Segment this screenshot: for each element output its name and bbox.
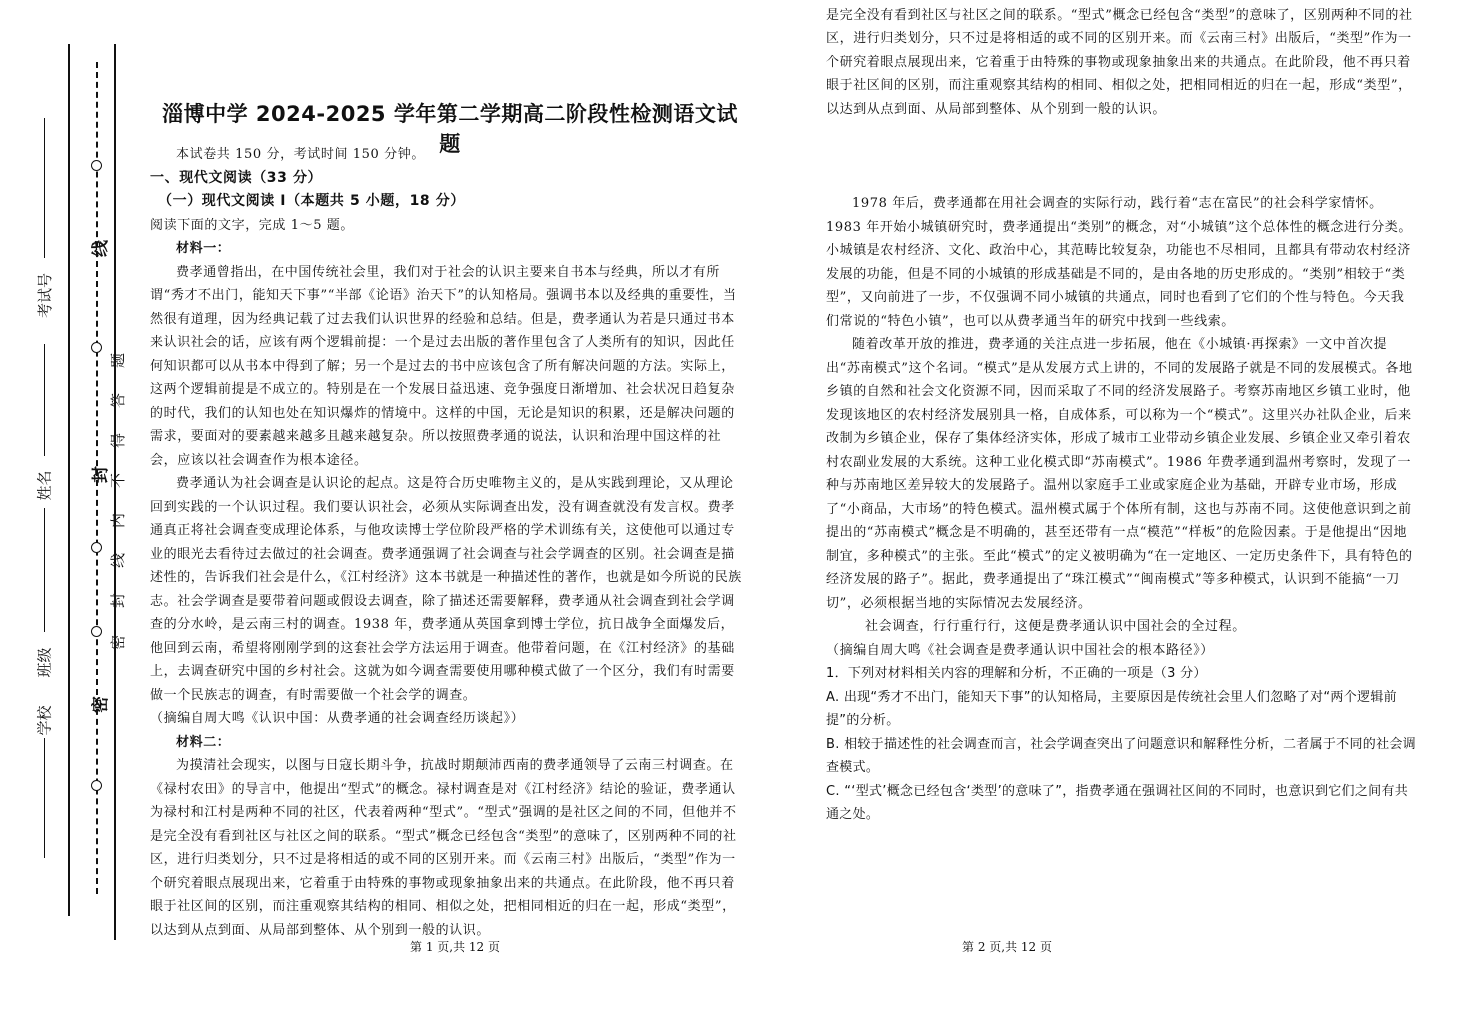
binding-line-inner [114,44,116,940]
material2-source: （摘编自周大鸣《社会调查是费孝通认识中国社会的根本路径》） [826,642,1214,658]
material2-paragraph-1-cont [826,7,1418,192]
sub-section-heading: （一）现代文阅读 I（本题共 5 小题，18 分） [158,193,465,209]
field-name-label: 姓名 [35,470,54,501]
field-exam-number-blank [44,118,45,258]
seal-char-feng: 封 [109,592,128,609]
seal-char-bu: 不 [109,472,128,489]
material2-paragraph-2: 1978 年后，费孝通都在用社会调查的实际行动，践行着“志在富民”的社会科学家情怀。1983 年开始小城镇研究时，费孝通提出“类别”的概念，对“小城镇”这个总体性的概念进行分类。小城镇是农村经济、文化、政治中心，其范畴比较复杂，功能也不尽相同，且都具有带动农村经济发展的功能，但是不同的小城镇的形成基础是不同的，是由各地的历史形成的。“类别”相较于“类型”，又向前进了一步，不仅强调不同小城镇的共通点，同时也看到了它们的个性与特色。今天我们常说的“特色小镇”，也可以从费孝通当年的研究中找到一些线索。 [826,196,1413,329]
material1-label: 材料一： [176,241,231,256]
field-name-blank [44,344,45,456]
seal-char-mi: 密 [109,634,128,651]
field-class-blank [44,508,45,632]
binding-hole-1 [91,160,102,171]
field-class-label: 班级 [35,647,54,678]
field-school-label: 学校 [35,705,54,736]
exam-intro: 本试卷共 150 分，考试时间 150 分钟。 [176,147,425,162]
binding-hole-5 [91,780,102,791]
seal-char-ti: 题 [109,352,128,369]
binding-line-outer [68,44,70,916]
material2-paragraph-1: 为摸清社会现实，以图与日寇长期斗争，抗战时期颠沛西南的费孝通领导了云南三村调查。在《禄村农田》的导言中，他提出“型式”的概念。禄村调查是对《江村经济》结论的验证，费孝通认为禄村和江村是两种不同的社区，代表着两种“型式”。“型式”强调的是社区之间的不同，但他并不是完全没有看到社区与社区之间的联系。“型式”概念已经包含“类型”的意味了，区别两种不同的社区，进行归类划分，只不过是将相适的或不同的区别开来。而《云南三村》出版后，“类型”作为一个研究着眼点展现出来，它着重于由特殊的事物或现象抽象出来的共通点。在此阶段，他不再只着眼于社区间的区别，而注重观察其结构的相同、相似之处，把相同相近的归在一起，形成“类型”，以达到从点到面、从局部到整体、从个别到一般的认识。 [150,758,737,938]
material1-paragraph-2: 费孝通认为社会调查是认识论的起点。这是符合历史唯物主义的，是从实践到理论，又从理论回到实践的一个认识过程。我们要认识社会，必须从实际调查出发，没有调查就没有发言权。费孝通真正将社会调查变成理论体系，与他攻读博士学位阶段严格的学术训练有关，这使他可以通过专业的眼光去看待过去做过的社会调查。费孝通强调了社会调查与社会学调查的区别。社会调查是描述性的，告诉我们社会是什么，《江村经济》这本书就是一种描述性的著作，也就是如今所说的民族志。社会学调查是要带着问题或假设去调查，除了描述还需要解释，费孝通从社会调查到社会学调查的分水岭，是云南三村的调查。1938 年，费孝通从英国拿到博士学位，抗日战争全面爆发后，他回到云南，希望将刚刚学到的这套社会学方法运用于调查。他带着问题，在《江村经济》的基础上，去调查研究中国的乡村社会。这就为如今调查需要使用哪种模式做了一个区分，我们有时需要做一个民族志的调查，有时需要做一个社会学的调查。 [150,476,742,703]
left-page-column [150,143,742,938]
exam-title: 淄博中学 2024-2025 学年第二学期高二阶段性检测语文试题 [162,102,738,156]
material1-source: （摘编自周大鸣《认识中国：从费孝通的社会调查经历谈起》） [150,711,525,726]
material2-paragraph-4: 社会调查，行行重行行，这便是费孝通认识中国社会的全过程。 [865,619,1246,634]
binding-hole-4 [91,626,102,637]
question1-option-a: A. 出现“秀才不出门，能知天下事”的认知格局，主要原因是传统社会里人们忽略了对“两个逻辑前提”的分析。 [826,689,1397,728]
question1-option-c: C. “‘型式’概念已经包含‘类型’的意味了”，指费孝通在强调社区间的不同时，也意识到它们之间有共通之处。 [826,783,1409,822]
reading-instruction: 阅读下面的文字，完成 1～5 题。 [150,217,355,233]
section-heading: 一、现代文阅读（33 分） [150,169,323,186]
page1-footer: 第 1 页,共 12 页 [410,940,500,954]
material2-paragraph-1-tail: 是完全没有看到社区与社区之间的联系。“型式”概念已经包含“类型”的意味了，区别两种不同的社区，进行归类划分，只不过是将相适的或不同的区别开来。而《云南三村》出版后，“类型”作为一个研究着眼点展现出来，它着重于由特殊的事物或现象抽象出来的共通点。在此阶段，他不再只着眼于社区间的区别，而注重观察其结构的相同、相似之处，把相同相近的归在一起，形成“类型”，以达到从点到面、从局部到整体、从个别到一般的认识。 [826,7,1413,117]
seal-mark-secret: 密 [91,696,111,713]
seal-mark-seal: 封 [91,466,111,483]
material2-paragraph-3: 随着改革开放的推进，费孝通的关注点进一步拓展，他在《小城镇·再探索》一文中首次提出“苏南模式”这个名词。“模式”是从发展方式上讲的，不同的发展路子就是不同的发展模式。各地乡镇的自然和社会文化资源不同，因而采取了不同的经济发展路子。考察苏南地区乡镇工业时，他发现该地区的农村经济发展别具一格，自成体系，可以称为一个“模式”。这里兴办社队企业，后来改制为乡镇企业，保存了集体经济实体，形成了城市工业带动乡镇企业发展、乡镇企业又牵引着农村农副业发展的大系统。这种工业化模式即“苏南模式”。1986 年费孝通到温州考察时，发现了一种与苏南地区差异较大的发展路子。温州以家庭手工业或家庭企业为基础，开辟专业市场，形成了“小商品，大市场”的特色模式。温州模式属于个体所有制，这也与苏南不同。这使他意识到之前提出的“苏南模式”概念是不明确的，甚至还带有一点“模范”“样板”的危险因素。于是他提出“因地制宜，多种模式”的主张。至此“模式”的定义被明确为“在一定地区、一定历史条件下，具有特色的经济发展的路子”。据此，费孝通提出了“珠江模式”“闽南模式”等多种模式，认识到不能搞“一刀切”，必须根据当地的实际情况去发展经济。 [826,337,1413,611]
question1-option-b: B. 相较于描述性的社会调查而言，社会学调查突出了问题意识和解释性分析，二者属于不同的社会调查模式。 [826,736,1416,775]
seal-char-da: 答 [109,392,128,409]
binding-hole-3 [91,542,102,553]
right-page-column [826,7,1418,827]
page2-footer: 第 2 页,共 12 页 [962,940,1052,954]
field-exam-number-label: 考试号 [36,272,55,319]
binding-hole-2 [91,342,102,353]
seal-mark-line: 线 [91,240,111,257]
seal-char-nei: 内 [109,512,128,529]
seal-char-xian: 线 [109,552,128,569]
material1-paragraph-1: 费孝通曾指出，在中国传统社会里，我们对于社会的认识主要来自书本与经典，所以才有所谓“秀才不出门，能知天下事”“半部《论语》治天下”的认知格局。强调书本以及经典的重要性，当然很有道理，因为经典记载了过去我们认识世界的经验和总结。但是，费孝通认为若是只通过书本来认识社会的话，应该有两个逻辑前提：一个是过去出版的著作里包含了人类所有的知识，因此任何知识都可以从书本中得到了解；另一个是过去的书中应该包含了所有解决问题的方法。实际上，这两个逻辑前提是不成立的。特别是在一个发展日益迅速、竞争强度日渐增加、社会状况日趋复杂的时代，我们的认知也处在知识爆炸的情境中。这样的中国，无论是知识的积累，还是解决问题的需求，要面对的要素越来越多且越来越复杂。所以按照费孝通的说法，认识和治理中国这样的社会，应该以社会调查作为根本途径。 [150,264,737,468]
seal-char-de: 得 [109,432,128,449]
question1-stem: 1．下列对材料相关内容的理解和分析，不正确的一项是（3 分） [826,666,1207,681]
field-school-blank [44,738,45,858]
material2-label: 材料二： [176,734,231,750]
